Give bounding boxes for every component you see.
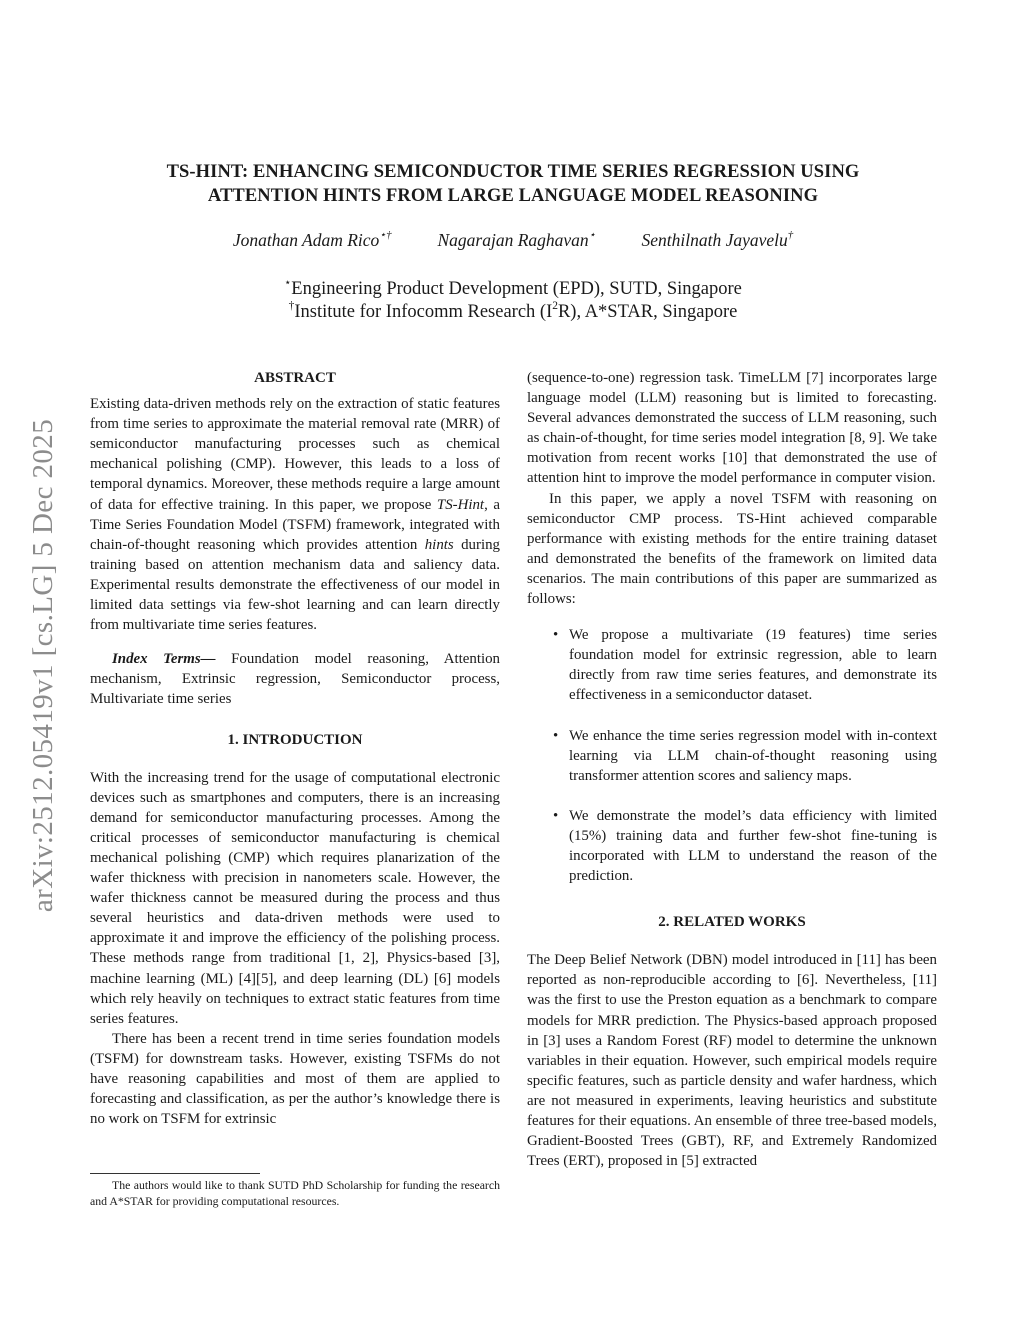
index-terms-label: Index Terms— [112, 651, 216, 668]
affiliation-2: †Institute for Infocomm Research $(I^2R)$, A*STAR, Singapore [288, 299, 738, 322]
introduction-paragraph-2: There has been a recent trend in time series foundation models (TSFM) for downstream tasks. However, existing TSFMs do not have reasoning capabilities and most of them are applied to forecasting and classification, as per the author’s knowledge there is no work on TSFM for extrinsic [90, 1030, 500, 1128]
author-3 [641, 230, 793, 251]
affiliation-mark: ⋆ [284, 276, 292, 289]
arxiv-stamp [14, 380, 74, 950]
contributions-list [527, 625, 937, 886]
footnote [90, 1173, 500, 1209]
footnote-text: The authors would like to thank SUTD PhD Scholarship for funding the research and A*STAR for providing computational resources. [90, 1178, 500, 1208]
introduction-paragraph-1: With the increasing trend for the usage of computational electronic devices such as smartphones and computers, there is an increasing demand for semiconductor manufacturing processes. Among the critical processes of semiconductor manufacturing is chemical mechanical polishing (CMP) which requires planarization of the wafer thickness with precision in nanometers scale. However, the wafer thickness cannot be measured during the process and thus several heuristics and data-driven methods were used to approximate it and improve the efficiency of the polishing process. These methods range from traditional [1, 2], Physics-based [3], machine learning (ML) [4][5], and deep learning (DL) [6] models which rely heavily on techniques to extract static features from time series features. [90, 769, 500, 1027]
affiliation-mark: † [288, 299, 295, 312]
title-line-1: TS-HINT: ENHANCING SEMICONDUCTOR TIME SERIES REGRESSION USING [166, 162, 860, 182]
abstract-text: Existing data-driven methods rely on the extraction of static features from time series to approximate the material removal rate (MRR) of semiconductor manufacturing processes such as chemical mechanical polishing (CMP). However, this leads to a loss of temporal dynamics. Moreover, these methods require a large amount of data for effective training. In this paper, we propose TS-Hint, a Time Series Foundation Model (TSFM) framework, integrated with chain-of-thought reasoning which provides attention hints during training based on attention mechanism data and saliency data. Experimental results demonstrate the effectiveness of our model in limited data settings via few-shot learning and can learn directly from multivariate time series features. [90, 396, 500, 634]
author-name: Senthilnath Jayavelu [641, 230, 788, 250]
affiliations [90, 278, 936, 324]
arxiv-id: arXiv:2512.05419v1 [cs.LG] 5 Dec 2025 [27, 418, 60, 912]
affiliation-1: ⋆Engineering Product Development (EPD), SUTD, Singapore [284, 276, 742, 299]
list-item: • We enhance the time series regression model with in-context learning via LLM chain-of-thought reasoning using transformer attention scores and saliency maps. [527, 726, 937, 786]
abstract-heading: ABSTRACT [254, 370, 336, 386]
list-item: • We demonstrate the model’s data efficiency with limited (15%) training data and further few-shot fine-tuning is incorporated with LLM to understand the reason of the prediction. [527, 806, 937, 886]
related-works-heading: 2. RELATED WORKS [658, 914, 806, 931]
author-1 [233, 230, 392, 251]
intro-continued-paragraph: (sequence-to-one) regression task. TimeLLM [7] incorporates large language model (LLM) reasoning but is limited to forecasting. Several advances demonstrated the success of LLM reasoning, such as chain-of-thought, for time series model integration [8, 9]. We take motivation from recent works [10] that demonstrated the use of attention hint to improve the model performance in computer vision. [527, 370, 937, 487]
author-marks: ⋆† [379, 229, 392, 242]
footnote-rule [90, 1173, 260, 1174]
contributions-intro-paragraph: In this paper, we apply a novel TSFM with reasoning on semiconductor CMP process. TS-Hint achieved comparable performance with existing methods for the entire training dataset and demonstrated the benefits of the framework on limited data scenarios. The main contributions of this paper are summarized as follows: [527, 490, 937, 608]
introduction-heading: 1. INTRODUCTION [227, 731, 363, 748]
related-works-paragraph: The Deep Belief Network (DBN) model introduced in [11] has been reported as non-reproducible according to [6]. Nevertheless, [11] was the first to use the Preston equation as a benchmark to compare models for MRR prediction. The Physics-based approach proposed in [3] uses a Random Forest (RF) model to determine the unknown variables in their equation. However, such empirical models require specific features, such as particle density and wafer hardness, which are not measured in experiments, leaving heuristics and substitute features for their equations. An ensemble of three tree-based models, Gradient-Boosted Trees (GBT), RF, and Extremely Randomized Trees (ERT), proposed in [5] extracted [527, 952, 937, 1170]
paper-title [90, 160, 936, 208]
left-column [90, 368, 500, 1129]
list-item: • We propose a multivariate (19 features) time series foundation model for extrinsic regression, able to learn directly from raw time series features, and demonstrate its effectiveness in a semiconductor dataset. [527, 625, 937, 705]
author-name: Jonathan Adam Rico [232, 230, 380, 250]
right-column [527, 368, 937, 1171]
title-line-2: ATTENTION HINTS FROM LARGE LANGUAGE MODEL REASONING [207, 186, 819, 206]
index-terms: Index Terms— Foundation model reasoning, Attention mechanism, Extrinsic regression, Semiconductor process, Multivariate time series [90, 651, 500, 708]
author-2 [438, 230, 596, 251]
author-name: Nagarajan Raghavan [437, 230, 589, 250]
author-list [90, 230, 936, 251]
author-marks: † [787, 229, 794, 242]
author-marks: ⋆ [588, 229, 596, 242]
